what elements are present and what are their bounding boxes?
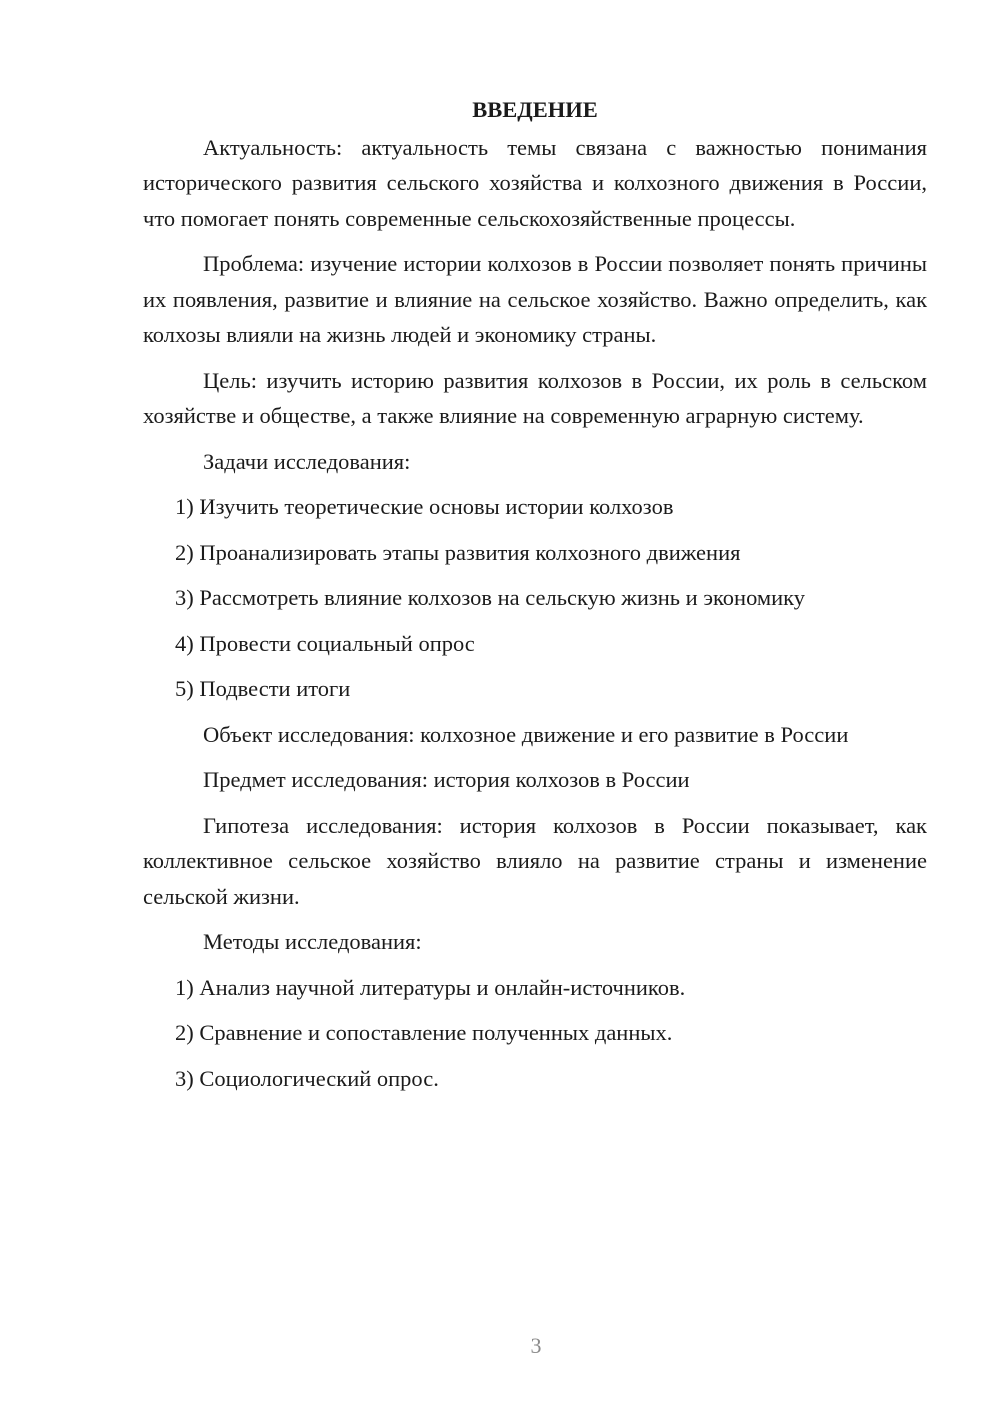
list-item: 5) Подвести итоги <box>175 676 351 701</box>
paragraph-problem: Проблема: изучение истории колхозов в России позволяет понять причины их появления, развитие и влияние на сельское хозяйство. Важно определить, как колхозы влияли на жизнь людей и экономику страны. <box>143 251 927 347</box>
list-item: 2) Проанализировать этапы развития колхозного движения <box>175 539 741 565</box>
list-item: 2) Сравнение и сопоставление полученных данных. <box>175 1020 673 1045</box>
list-item: 1) Анализ научной литературы и онлайн-источников. <box>175 974 686 1000</box>
page-number: 3 <box>530 1333 542 1358</box>
tasks-title: Задачи исследования: <box>203 448 411 474</box>
methods-title: Методы исследования: <box>203 929 422 954</box>
paragraph-hypothesis: Гипотеза исследования: история колхозов в России показывает, как коллективное сельское хозяйство влияло на развитие страны и изменение сельской жизни. <box>143 812 927 909</box>
paragraph-subject: Предмет исследования: история колхозов в России <box>203 767 690 792</box>
section-heading: ВВЕДЕНИЕ <box>472 97 598 122</box>
paragraph-relevance: Актуальность: актуальность темы связана с важностью понимания исторического развития сельского хозяйства и колхозного движения в России, что помогает понять современные сельскохозяйственные процессы. <box>143 134 927 231</box>
document-page <box>143 92 927 1106</box>
tasks-list <box>143 489 927 707</box>
list-item: 3) Рассмотреть влияние колхозов на сельскую жизнь и экономику <box>175 585 806 610</box>
list-item: 4) Провести социальный опрос <box>175 630 475 656</box>
list-item: 1) Изучить теоретические основы истории колхозов <box>175 494 674 519</box>
paragraph-object: Объект исследования: колхозное движение и его развитие в России <box>203 721 849 747</box>
methods-list <box>143 970 927 1097</box>
list-item: 3) Социологический опрос. <box>175 1065 439 1091</box>
paragraph-goal: Цель: изучить историю развития колхозов в России, их роль в сельском хозяйстве и обществе, а также влияние на современную аграрную систему. <box>143 367 927 428</box>
